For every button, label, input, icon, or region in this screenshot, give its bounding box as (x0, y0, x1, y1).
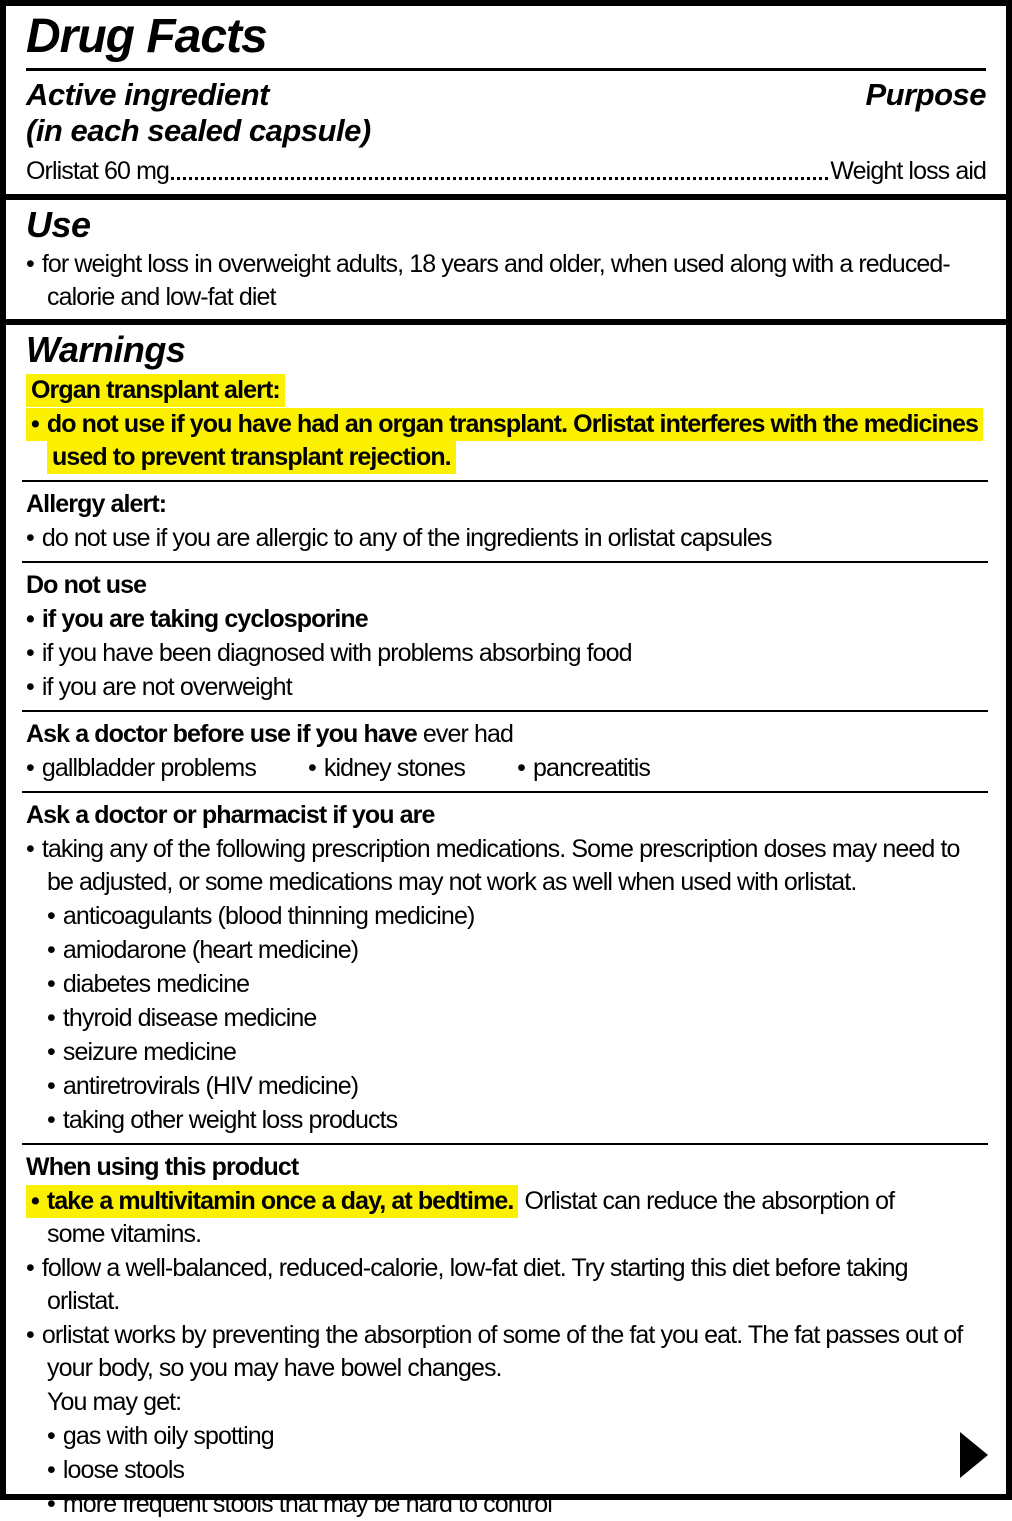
medication-bullet (26, 1002, 986, 1035)
ask-doctor-bullet-text: gallbladder problems (41, 753, 256, 782)
section-divider (6, 319, 1006, 325)
do-not-use-bullet (26, 671, 986, 704)
effect-text: more frequent stools that may be hard to control (62, 1489, 552, 1518)
ask-doctor-pharmacist-intro-bullet (26, 833, 986, 899)
ask-doctor-bullet (308, 754, 465, 782)
ask-doctor-bullet-text: kidney stones (323, 753, 466, 782)
bullet-marker: • (26, 523, 34, 552)
bullet-marker: • (47, 1037, 55, 1066)
diet-bullet (26, 1252, 986, 1318)
bullet-marker: • (47, 901, 55, 930)
highlighted-text: Organ transplant alert: (26, 374, 285, 407)
bullet-marker: • (26, 604, 34, 633)
how-it-works-bullet (26, 1319, 977, 1385)
highlighted-text (26, 1185, 518, 1218)
medication-text: amiodarone (heart medicine) (62, 935, 359, 964)
effect-bullet (26, 1420, 986, 1453)
use-bullet (26, 248, 986, 314)
bullet-marker: • (26, 1253, 34, 1282)
bullet-marker: • (517, 753, 525, 782)
subsection-divider (22, 710, 988, 712)
organ-transplant-alert-heading (26, 374, 986, 407)
ask-doctor-bullet-text: pancreatitis (532, 753, 650, 782)
medication-text: taking other weight loss products (62, 1105, 398, 1134)
medication-text: thyroid disease medicine (62, 1003, 317, 1032)
bullet-marker: • (26, 834, 34, 863)
medication-text: diabetes medicine (62, 969, 250, 998)
bullet-marker: • (26, 1320, 34, 1349)
medication-text: seizure medicine (62, 1037, 237, 1066)
subsection-divider (22, 791, 988, 793)
active-ingredient-heading-line1: Active ingredient (26, 77, 269, 113)
bullet-marker: • (47, 1489, 55, 1518)
ask-doctor-bullet (517, 754, 650, 782)
do-not-use-bullet (26, 603, 986, 636)
do-not-use-bullet (26, 637, 986, 670)
effect-text: gas with oily spotting (62, 1421, 274, 1450)
allergy-alert-heading: Allergy alert: (26, 489, 167, 518)
ask-doctor-pharmacist-heading: Ask a doctor or pharmacist if you are (26, 800, 435, 829)
medication-bullet (26, 934, 986, 967)
multivitamin-bullet (26, 1185, 927, 1251)
continued-right-arrow-icon (960, 1432, 988, 1478)
organ-transplant-alert-bullet (26, 408, 986, 474)
purpose-value: Weight loss aid (830, 156, 986, 185)
use-heading: Use (26, 203, 91, 245)
ask-doctor-bullets-row (26, 752, 986, 785)
when-using-heading: When using this product (26, 1152, 299, 1181)
medication-bullet (26, 900, 986, 933)
multivitamin-rest-text: Orlistat can reduce the absorption of some vitamins. (47, 1186, 895, 1248)
medication-bullet (26, 1070, 986, 1103)
active-ingredient-heading-line2: (in each sealed capsule) (26, 113, 371, 149)
active-ingredient-section (26, 77, 986, 148)
ingredient-name: Orlistat 60 mg (26, 156, 170, 185)
do-not-use-heading: Do not use (26, 570, 147, 599)
multivitamin-highlight-text: take a multivitamin once a day, at bedtime. (46, 1186, 514, 1215)
medication-bullet (26, 968, 986, 1001)
allergy-alert-bullet (26, 522, 986, 555)
subsection-divider (22, 480, 988, 482)
ask-doctor-bullet (26, 754, 256, 782)
effect-text: loose stools (62, 1455, 185, 1484)
do-not-use-text: if you are taking cyclosporine (41, 604, 368, 633)
bullet-marker: • (26, 250, 34, 279)
how-it-works-text: orlistat works by preventing the absorption of some of the fat you eat. The fat passes out of your body, so you may have bowel changes. (41, 1320, 963, 1382)
highlighted-text (26, 408, 983, 474)
warnings-heading: Warnings (26, 329, 186, 371)
you-may-get-label: You may get: (47, 1387, 182, 1416)
ask-doctor-pharmacist-intro-text: taking any of the following prescription medications. Some prescription doses may need to be adjusted, or some medications may not work as well when used with orlistat. (41, 834, 960, 896)
section-divider (6, 194, 1006, 200)
ask-doctor-heading-regular: ever had (416, 719, 513, 748)
do-not-use-text: if you have been diagnosed with problems absorbing food (41, 638, 632, 667)
bullet-marker: • (26, 672, 34, 701)
drug-facts-title: Drug Facts (26, 10, 267, 63)
medication-text: anticoagulants (blood thinning medicine) (62, 901, 475, 930)
ask-doctor-heading (26, 718, 986, 751)
allergy-alert-text: do not use if you are allergic to any of the ingredients in orlistat capsules (41, 523, 772, 552)
bullet-marker: • (31, 409, 39, 438)
effect-bullet (26, 1488, 986, 1521)
medication-text: antiretrovirals (HIV medicine) (62, 1071, 359, 1100)
dotted-leader (171, 177, 828, 180)
bullet-marker: • (26, 638, 34, 667)
active-ingredient-heading (26, 77, 371, 148)
subsection-divider (22, 561, 988, 563)
medication-bullet (26, 1104, 986, 1137)
effect-bullet (26, 1454, 986, 1487)
organ-transplant-alert-text: do not use if you have had an organ transplant. Orlistat interferes with the medicines used to prevent transplant rejection. (46, 409, 978, 471)
bullet-marker: • (47, 1105, 55, 1134)
use-bullet-text: for weight loss in overweight adults, 18 years and older, when used along with a reduced-calorie and low-fat diet (41, 250, 950, 312)
bullet-marker: • (47, 935, 55, 964)
do-not-use-text: if you are not overweight (41, 672, 292, 701)
bullet-marker: • (47, 1455, 55, 1484)
bullet-marker: • (47, 1071, 55, 1100)
purpose-heading: Purpose (865, 77, 986, 113)
ask-doctor-heading-bold: Ask a doctor before use if you have (26, 719, 417, 748)
title-divider (26, 68, 986, 71)
bullet-marker: • (47, 1003, 55, 1032)
bullet-marker: • (47, 969, 55, 998)
diet-bullet-text: follow a well-balanced, reduced-calorie, low-fat diet. Try starting this diet before taking orlistat. (41, 1253, 908, 1315)
bullet-marker: • (47, 1421, 55, 1450)
bullet-marker: • (308, 753, 316, 782)
ingredient-row (26, 156, 986, 186)
bullet-marker: • (31, 1186, 39, 1215)
subsection-divider (22, 1143, 988, 1145)
medication-bullet (26, 1036, 986, 1069)
bullet-marker: • (26, 753, 34, 782)
